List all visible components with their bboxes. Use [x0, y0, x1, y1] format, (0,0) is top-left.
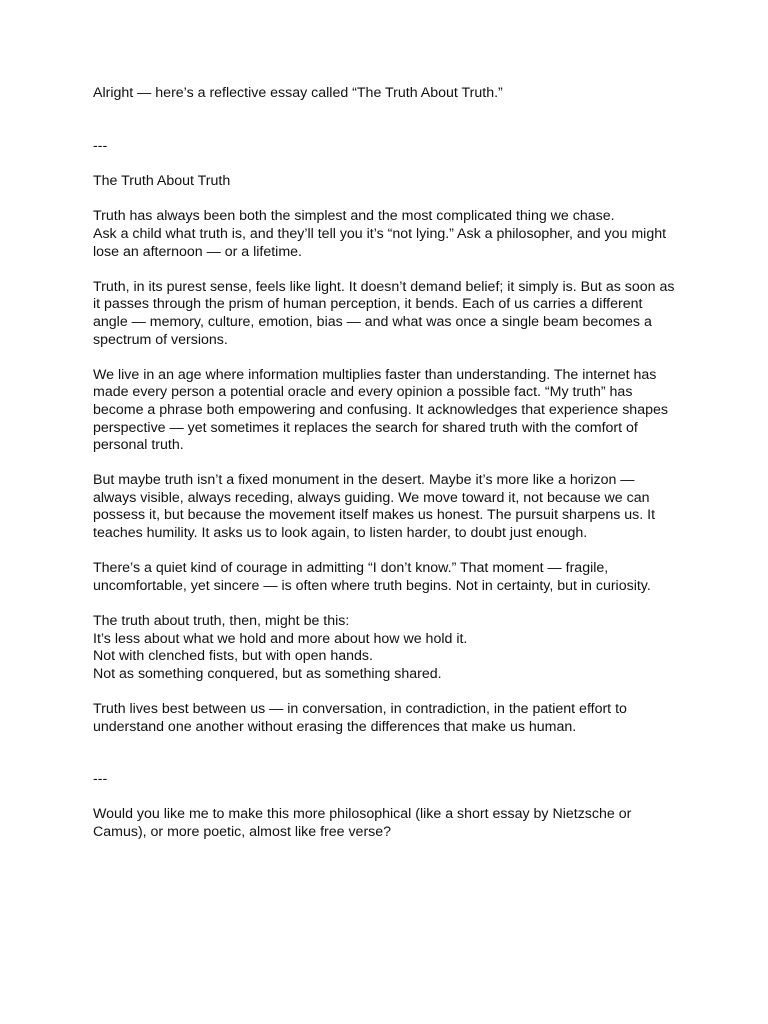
paragraph-line: The truth about truth, then, might be this:: [93, 613, 350, 630]
separator-bottom: ---: [93, 771, 108, 788]
separator-top: ---: [93, 137, 108, 154]
paragraph-line: become a phrase both empowering and confusing. It acknowledges that experience shapes: [93, 401, 668, 418]
paragraph-line: perspective — yet sometimes it replaces the search for shared truth with the comfort of: [93, 419, 638, 436]
paragraph-line: personal truth.: [93, 437, 184, 454]
paragraph-line: Not as something conquered, but as something shared.: [93, 665, 442, 682]
closing-line: Would you like me to make this more philosophical (like a short essay by Nietzsche or: [93, 806, 632, 823]
paragraph-3: [93, 367, 693, 455]
paragraph-line: understand one another without erasing the differences that make us human.: [93, 718, 577, 735]
closing-question: [93, 806, 693, 841]
paragraph-line: Truth has always been both the simplest and the most complicated thing we chase.: [93, 208, 615, 225]
paragraph-line: But maybe truth isn’t a fixed monument in the desert. Maybe it’s more like a horizon —: [93, 472, 635, 489]
paragraph-line: teaches humility. It asks us to look again, to listen harder, to doubt just enough.: [93, 525, 588, 542]
paragraph-line: uncomfortable, yet sincere — is often where truth begins. Not in certainty, but in curiosity.: [93, 577, 651, 594]
paragraph-line: We live in an age where information multiplies faster than understanding. The internet has: [93, 366, 657, 383]
paragraph-5: [93, 560, 693, 595]
paragraph-line: possess it, but because the movement itself makes us honest. The pursuit sharpens us. It: [93, 507, 656, 524]
paragraph-line: Ask a child what truth is, and they’ll tell you it’s “not lying.” Ask a philosopher, and you might: [93, 225, 667, 242]
paragraph-line: Truth lives best between us — in conversation, in contradiction, in the patient effort to: [93, 701, 627, 717]
paragraph-line: It’s less about what we hold and more about how we hold it.: [93, 630, 468, 647]
paragraph-1: [93, 208, 693, 261]
closing-line: Camus), or more poetic, almost like free verse?: [93, 823, 392, 840]
document-body: [93, 85, 693, 842]
paragraph-line: Truth, in its purest sense, feels like light. It doesn’t demand belief; it simply is. But as soon as: [93, 278, 675, 295]
paragraph-2: [93, 279, 693, 349]
essay-title: The Truth About Truth: [93, 173, 231, 190]
paragraph-line: angle — memory, culture, emotion, bias — and what was once a single beam becomes a: [93, 313, 652, 330]
paragraph-7: [93, 701, 693, 736]
paragraph-line: Not with clenched fists, but with open hands.: [93, 648, 373, 665]
intro-text: Alright — here’s a reflective essay called “The Truth About Truth.”: [93, 85, 503, 101]
paragraph-line: always visible, always receding, always guiding. We move toward it, not because we can: [93, 489, 650, 506]
paragraph-line: There’s a quiet kind of courage in admitting “I don’t know.” That moment — fragile,: [93, 560, 609, 577]
paragraph-line: it passes through the prism of human perception, it bends. Each of us carries a different: [93, 296, 643, 313]
paragraph-6: [93, 613, 693, 683]
paragraph-line: lose an afternoon — or a lifetime.: [93, 243, 302, 260]
paragraph-4: [93, 472, 693, 542]
paragraph-line: made every person a potential oracle and every opinion a possible fact. “My truth” has: [93, 384, 633, 401]
paragraph-line: spectrum of versions.: [93, 331, 228, 348]
